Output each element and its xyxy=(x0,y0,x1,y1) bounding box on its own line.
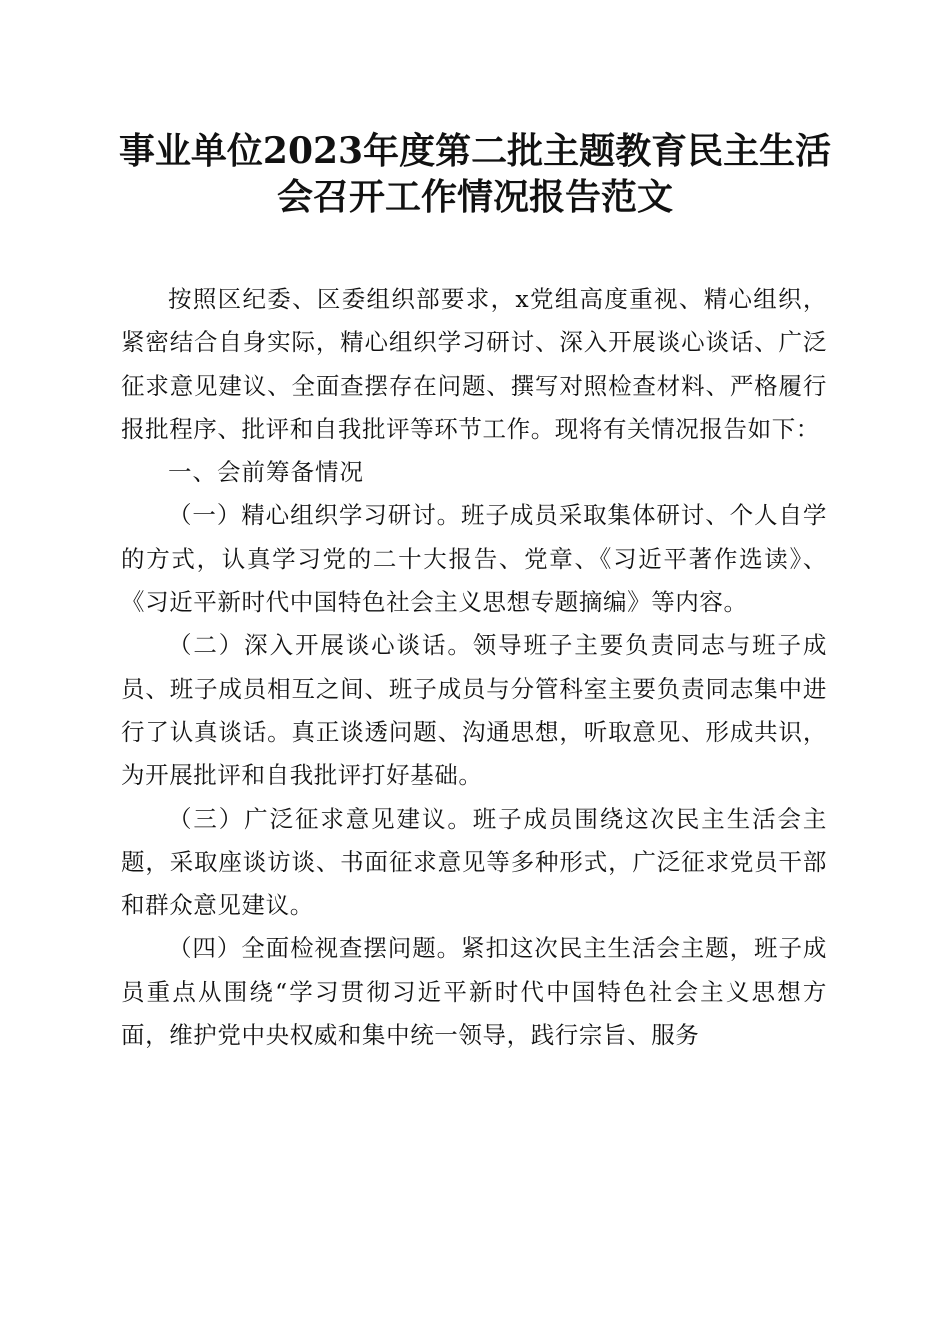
item-lead: （三）广泛征求意见建议。 xyxy=(168,804,473,833)
item-text: 领导班子主要负责同志与班子成员、班子成员相互之间、班子成员与分管科室主要负责同志集中进行了认真谈话。真正谈透问题、沟通思想，听取意见、形成共识，为开展批评和自我批评打好基础。 xyxy=(121,631,827,790)
document-body xyxy=(121,278,827,1057)
section-heading: 一、会前筹备情况 xyxy=(168,458,364,487)
paragraph-item-2 xyxy=(121,624,827,797)
paragraph-item-4 xyxy=(121,927,827,1057)
paragraph-item-3 xyxy=(121,798,827,928)
item-lead: （四）全面检视查摆问题。 xyxy=(168,934,462,963)
item-text: 紧扣这次民主生活会主题，班子成员重点从围绕“学习贯彻习近平新时代中国特色社会主义思想方面，维护党中央权威和集中统一领导，践行宗旨、服务 xyxy=(121,934,827,1050)
item-lead: （二）深入开展谈心谈话。 xyxy=(168,631,473,660)
item-lead: （一）精心组织学习研讨。 xyxy=(168,501,462,530)
item-text: 班子成员围绕这次民主生活会主题，采取座谈访谈、书面征求意见等多种形式，广泛征求党员干部和群众意见建议。 xyxy=(121,804,827,920)
paragraph-item-1 xyxy=(121,494,827,624)
document-title xyxy=(100,128,850,220)
title-line-1: 事业单位2023年度第二批主题教育民主生活 xyxy=(118,130,832,172)
intro-paragraph: 按照区纪委、区委组织部要求，x党组高度重视、精心组织，紧密结合自身实际，精心组织学习研讨、深入开展谈心谈话、广泛征求意见建议、全面查摆存在问题、撰写对照检查材料、严格履行报批程序、批评和自我批评等环节工作。现将有关情况报告如下： xyxy=(121,285,827,443)
title-line-2: 会召开工作情况报告范文 xyxy=(276,176,673,218)
item-text: 班子成员采取集体研讨、个人自学的方式，认真学习党的二十大报告、党章、《习近平著作选读》、《习近平新时代中国特色社会主义思想专题摘编》等内容。 xyxy=(121,501,827,617)
